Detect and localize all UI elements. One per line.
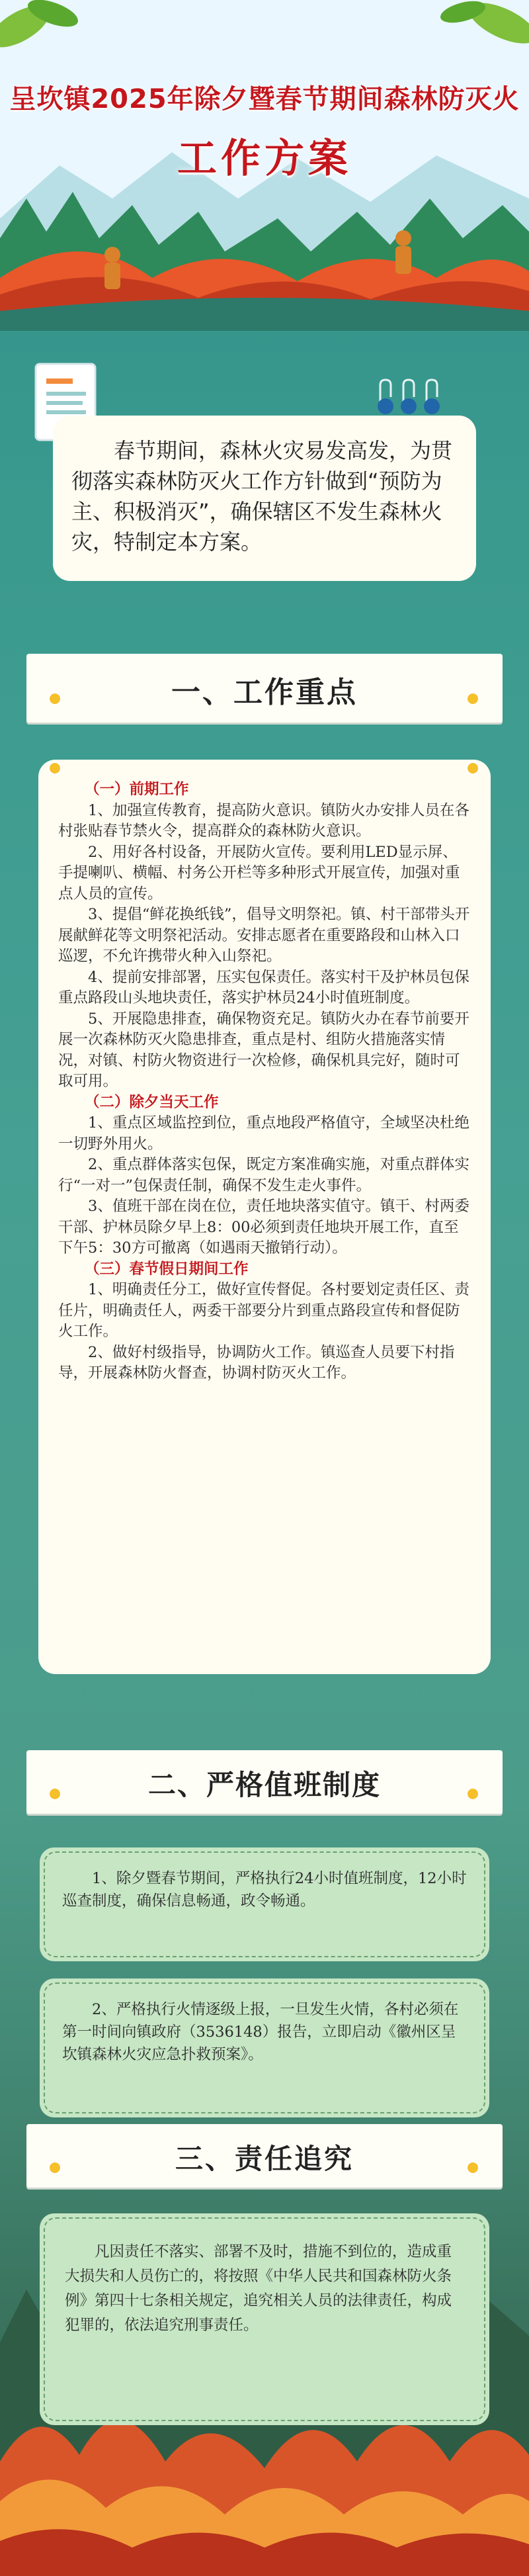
section3-title: 三、责任追究 bbox=[175, 2143, 354, 2175]
section2-title: 二、严格值班制度 bbox=[147, 1769, 381, 1801]
list-item: 5、开展隐患排查，确保物资充足。镇防火办在春节前要开展一次森林防灭火隐患排查，重点是村、组防火措施落实情况，对镇、村防火物资进行一次检修，确保机具完好，随时可取可用。 bbox=[58, 1010, 469, 1090]
list-item: 2、重点群体落实包保，既定方案准确实施，对重点群体实行“一对一”包保责任制，确保不发生走火事件。 bbox=[58, 1156, 469, 1194]
part1-heading: （一）前期工作 bbox=[85, 781, 189, 798]
page-title-line2: 工作方案 bbox=[177, 136, 352, 182]
decor-dot bbox=[466, 761, 480, 776]
section1-title-box bbox=[26, 654, 503, 723]
list-item: 1、加强宣传教育，提高防火意识。镇防火办安排人员在各村张贴春节禁火令，提高群众的森林防火意识。 bbox=[58, 801, 469, 840]
intro-text: 春节期间，森林火灾易发高发，为贯彻落实森林防灭火工作方针做到“预防为主、积极消灭”，确保辖区不发生森林火灾，特制定本方案。 bbox=[71, 438, 453, 555]
section1-body bbox=[58, 779, 471, 1384]
part3-heading: （三）春节假日期间工作 bbox=[85, 1260, 249, 1278]
list-item: 2、用好各村设备，开展防火宣传。要利用LED显示屏、手提喇叭、横幅、村务公开栏等多种形式开展宣传，加强对重点人员的宣传。 bbox=[58, 843, 460, 903]
decor-dot bbox=[466, 691, 480, 706]
section1-title: 一、工作重点 bbox=[171, 676, 358, 709]
header-banner bbox=[0, 0, 529, 331]
intro-card bbox=[53, 416, 476, 581]
section3-title-box bbox=[26, 2124, 503, 2188]
decor-dot bbox=[48, 691, 62, 706]
section3-text: 凡因责任不落实、部署不及时，措施不到位的，造成重大损失和人员伤亡的，将按照《中华人民共和国森林防火条例》第四十七条相关规定，追究相关人员的法律责任，构成犯罪的，依法追究刑事责任。 bbox=[65, 2243, 452, 2334]
list-item: 4、提前安排部署，压实包保责任。落实村干及护林员包保重点路段山头地块责任，落实护林员24小时值班制度。 bbox=[58, 968, 469, 1006]
page-title-line1: 呈坎镇2025年除夕暨春节期间森林防灭火 bbox=[9, 84, 520, 114]
section2-item-2: 2、严格执行火情逐级上报，一旦发生火情，各村必须在第一时间向镇政府（3536148）报告，立即启动《徽州区呈坎镇森林火灾应急扑救预案》。 bbox=[62, 2001, 459, 2063]
list-item: 1、重点区域监控到位，重点地段严格值守，全域坚决杜绝一切野外用火。 bbox=[58, 1114, 469, 1153]
list-item: 2、做好村级指导，协调防火工作。镇巡查人员要下村指导，开展森林防火督查，协调村防灭火工作。 bbox=[58, 1343, 455, 1382]
list-item: 1、明确责任分工，做好宣传督促。各村要划定责任区、责任片，明确责任人，两委干部要分片到重点路段宣传和督促防火工作。 bbox=[58, 1281, 469, 1340]
list-item: 3、提倡“鲜花换纸钱”，倡导文明祭祀。镇、村干部带头开展献鲜花等文明祭祀活动。安排志愿者在重要路段和山林入口巡逻，不允许携带火种入山祭祀。 bbox=[58, 906, 470, 965]
decor-dot bbox=[48, 1787, 62, 1801]
decor-dot bbox=[466, 2160, 480, 2175]
section1-card bbox=[38, 760, 491, 1674]
binder-rings-icon bbox=[367, 377, 446, 417]
part2-heading: （二）除夕当天工作 bbox=[85, 1093, 219, 1111]
section2-card-1 bbox=[40, 1847, 489, 1961]
section2-title-box bbox=[26, 1750, 503, 1814]
section2-item-1: 1、除夕暨春节期间，严格执行24小时值班制度，12小时巡查制度，确保信息畅通，政令畅通。 bbox=[62, 1870, 467, 1910]
decor-dot bbox=[48, 2160, 62, 2175]
section2-card-2 bbox=[40, 1978, 489, 2117]
list-item: 3、值班干部在岗在位，责任地块落实值守。镇干、村两委干部、护林员除夕早上8：00必须到责任地块开展工作，直至下午5：30方可撤离（如遇雨天撤销行动）。 bbox=[58, 1198, 469, 1257]
decor-dot bbox=[48, 761, 62, 776]
section3-card bbox=[40, 2213, 489, 2425]
decor-dot bbox=[466, 1787, 480, 1801]
